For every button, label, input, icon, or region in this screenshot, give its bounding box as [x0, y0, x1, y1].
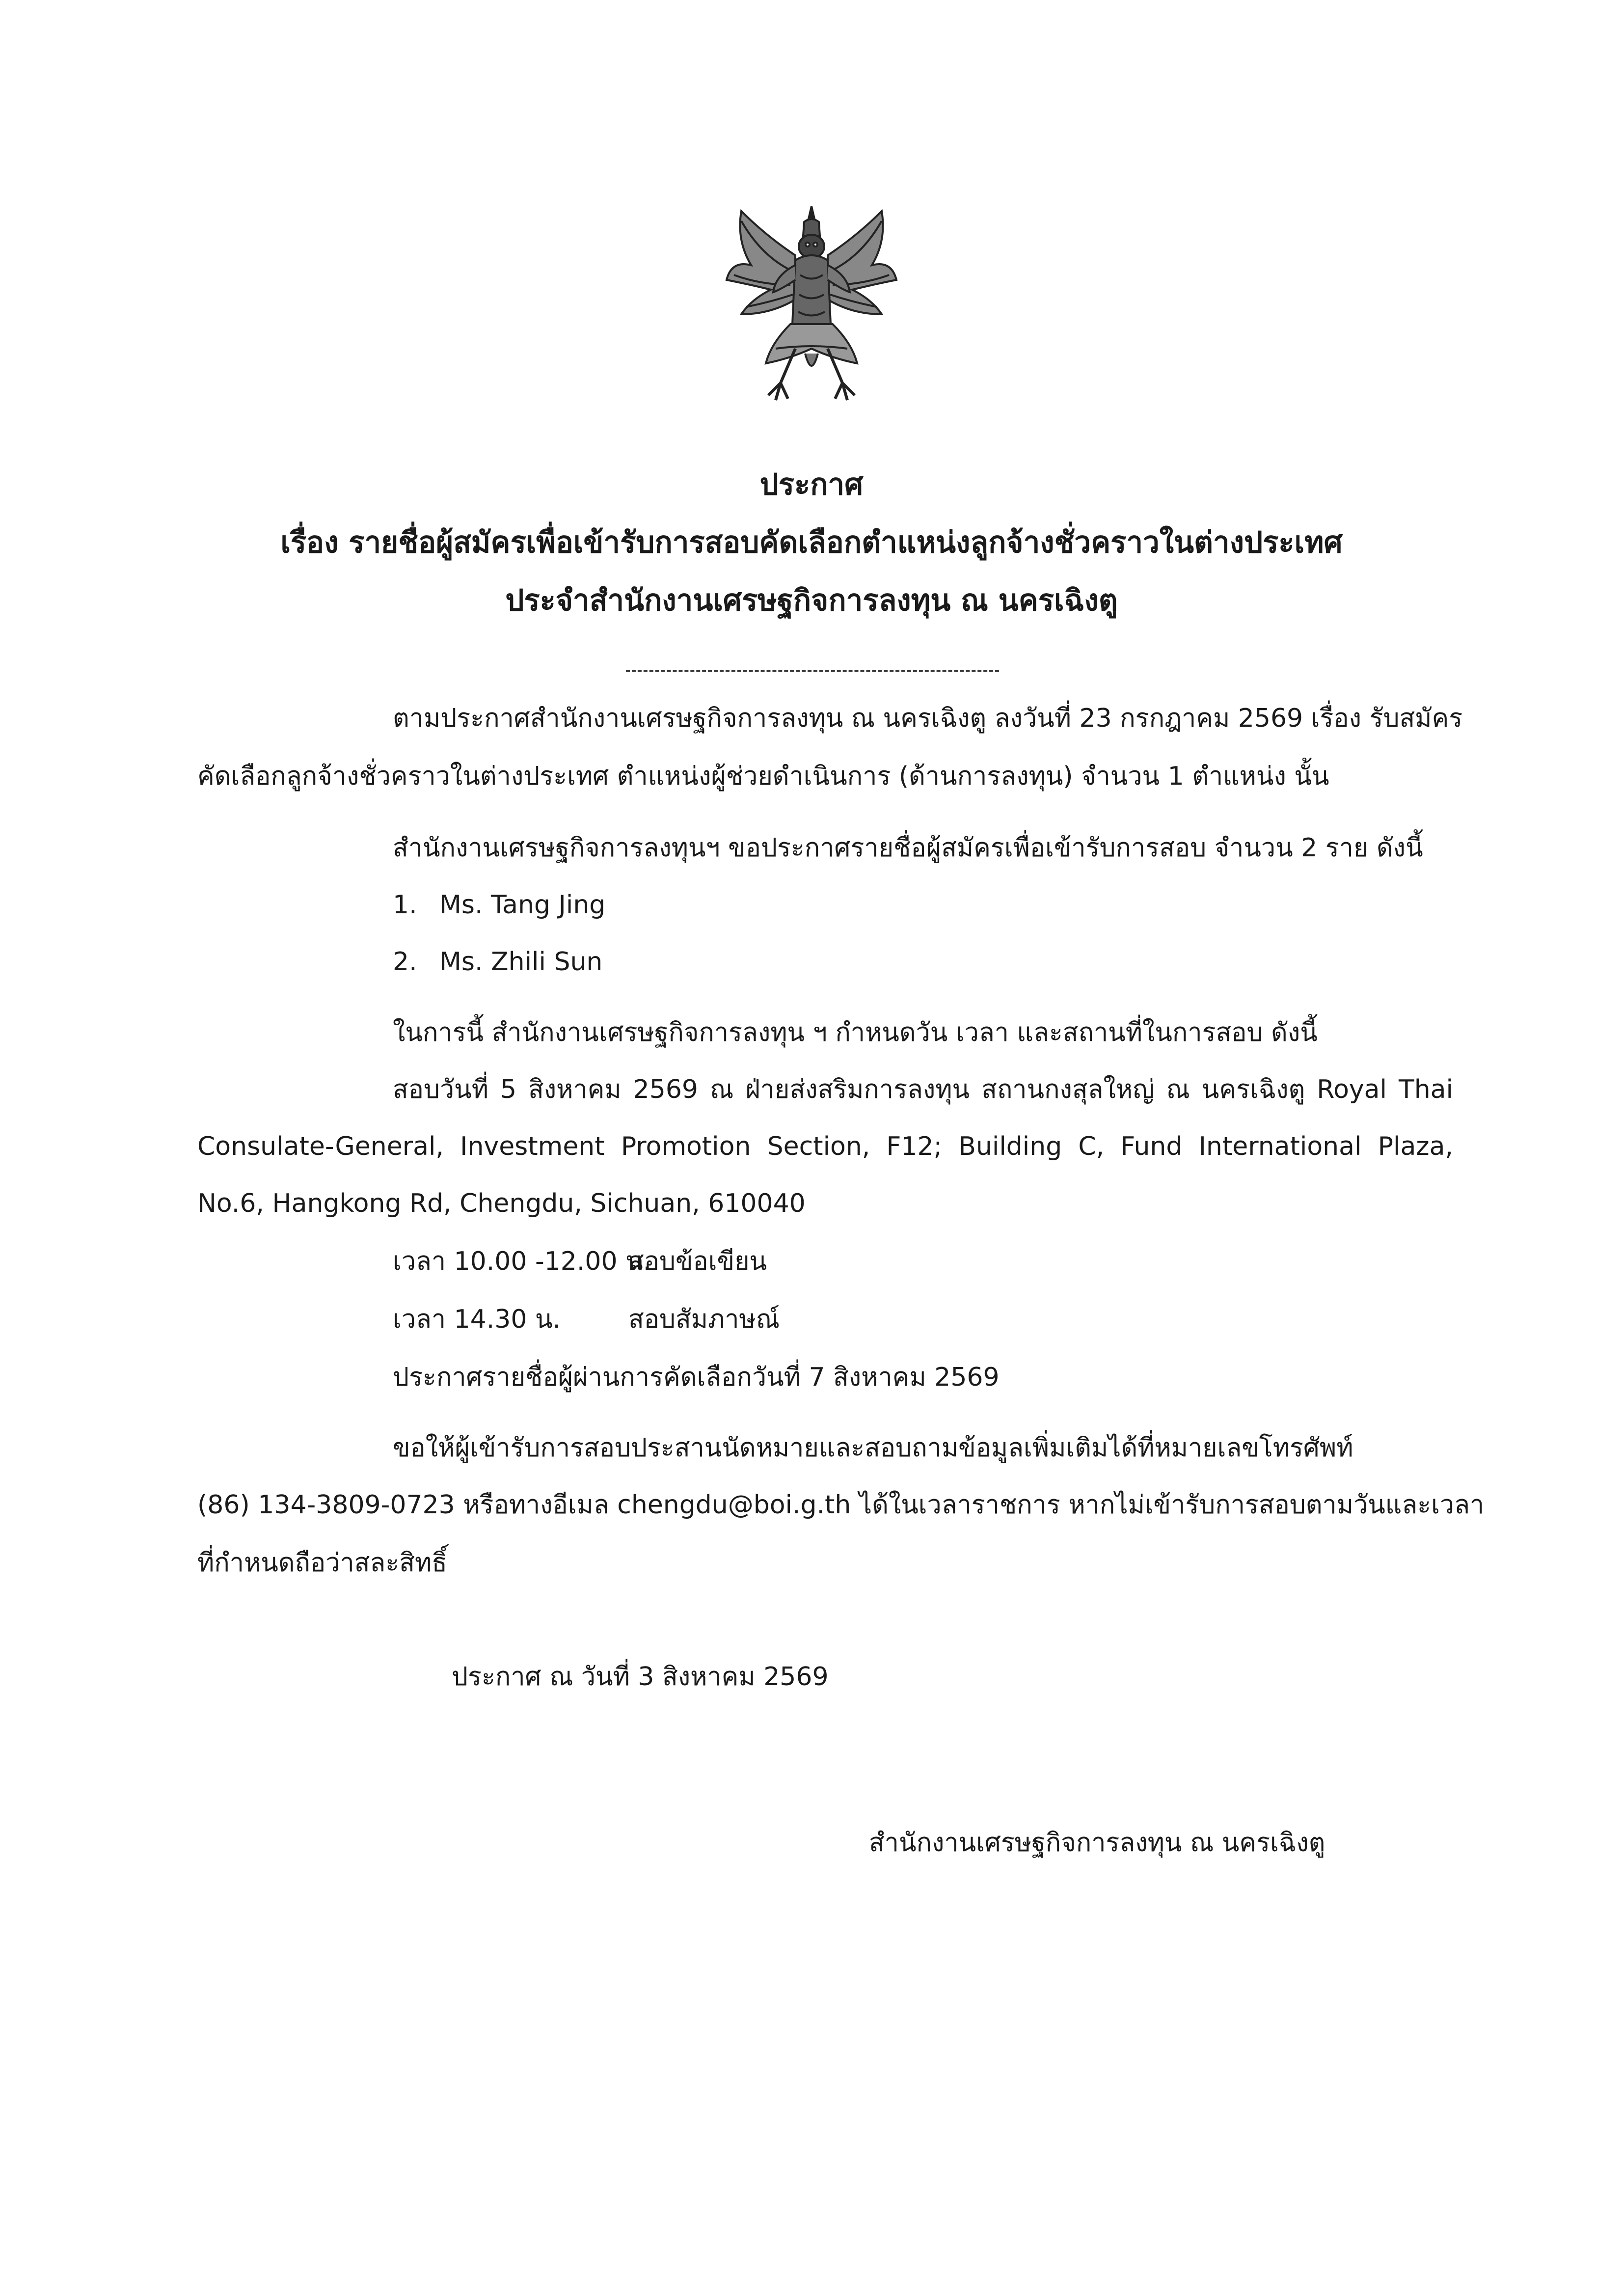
result-announcement-line: ประกาศรายชื่อผู้ผ่านการคัดเลือกวันที่ 7 สิงหาคม 2569	[393, 1363, 1000, 1392]
venue-line1: สอบวันที่ 5 สิงหาคม 2569 ณ ฝ่ายส่งสริมการลงทุน สถานกงสุลใหญ่ ณ นครเฉิงตู Royal Thai	[393, 1075, 1453, 1104]
para3: ในการนี้ สำนักงานเศรษฐกิจการลงทุน ฯ กำหนดวัน เวลา และสถานที่ในการสอบ ดังนี้	[393, 1018, 1318, 1047]
schedule-time: เวลา 10.00 -12.00 น.	[393, 1247, 651, 1276]
contact-line1: ขอให้ผู้เข้ารับการสอบประสานนัดหมายและสอบถามข้อมูลเพิ่มเติมได้ที่หมายเลขโทรศัพท์	[393, 1433, 1353, 1463]
signature-office: สำนักงานเศรษฐกิจการลงทุน ณ นครเฉิงตู	[869, 1828, 1325, 1858]
para1-line2: คัดเลือกลูกจ้างชั่วคราวในต่างประเทศ ตำแหน่งผู้ช่วยดำเนินการ (ด้านการลงทุน) จำนวน 1 ตำแหน่ง นั้น	[197, 762, 1329, 791]
venue-line2: Consulate-General, Investment Promotion Section, F12; Building C, Fund International Plaza,	[197, 1132, 1453, 1161]
candidate-name: Ms. Tang Jing	[439, 890, 606, 920]
para2: สำนักงานเศรษฐกิจการลงทุนฯ ขอประกาศรายชื่อผู้สมัครเพื่อเข้ารับการสอบ จำนวน 2 ราย ดังนี้	[393, 833, 1423, 863]
para1-line1: ตามประกาศสำนักงานเศรษฐกิจการลงทุน ณ นครเฉิงตู ลงวันที่ 23 กรกฎาคม 2569 เรื่อง รับสมัคร	[393, 704, 1463, 733]
list-item-number: 1.	[393, 890, 417, 920]
candidate-name: Ms. Zhili Sun	[439, 947, 603, 977]
garuda-emblem-icon	[722, 201, 901, 408]
venue-line3: No.6, Hangkong Rd, Chengdu, Sichuan, 610040	[197, 1189, 806, 1218]
title-divider	[626, 670, 999, 672]
schedule-activity: สอบข้อเขียน	[628, 1247, 767, 1276]
announcement-office: ประจำสำนักงานเศรษฐกิจการลงทุน ณ นครเฉิงตู	[505, 583, 1118, 618]
announcement-date: ประกาศ ณ วันที่ 3 สิงหาคม 2569	[452, 1662, 829, 1692]
contact-line3: ที่กำหนดถือว่าสละสิทธิ์	[197, 1548, 447, 1578]
announcement-subject: เรื่อง รายชื่อผู้สมัครเพื่อเข้ารับการสอบคัดเลือกตำแหน่งลูกจ้างชั่วคราวในต่างประเทศ	[280, 525, 1343, 560]
schedule-time: เวลา 14.30 น.	[393, 1305, 561, 1334]
schedule-activity: สอบสัมภาษณ์	[628, 1305, 780, 1334]
contact-line2: (86) 134-3809-0723 หรือทางอีเมล chengdu@boi.g.th ได้ในเวลาราชการ หากไม่เข้ารับการสอบตามวันและเวลา	[197, 1490, 1485, 1520]
announcement-title: ประกาศ	[759, 467, 864, 502]
list-item-number: 2.	[393, 947, 417, 977]
